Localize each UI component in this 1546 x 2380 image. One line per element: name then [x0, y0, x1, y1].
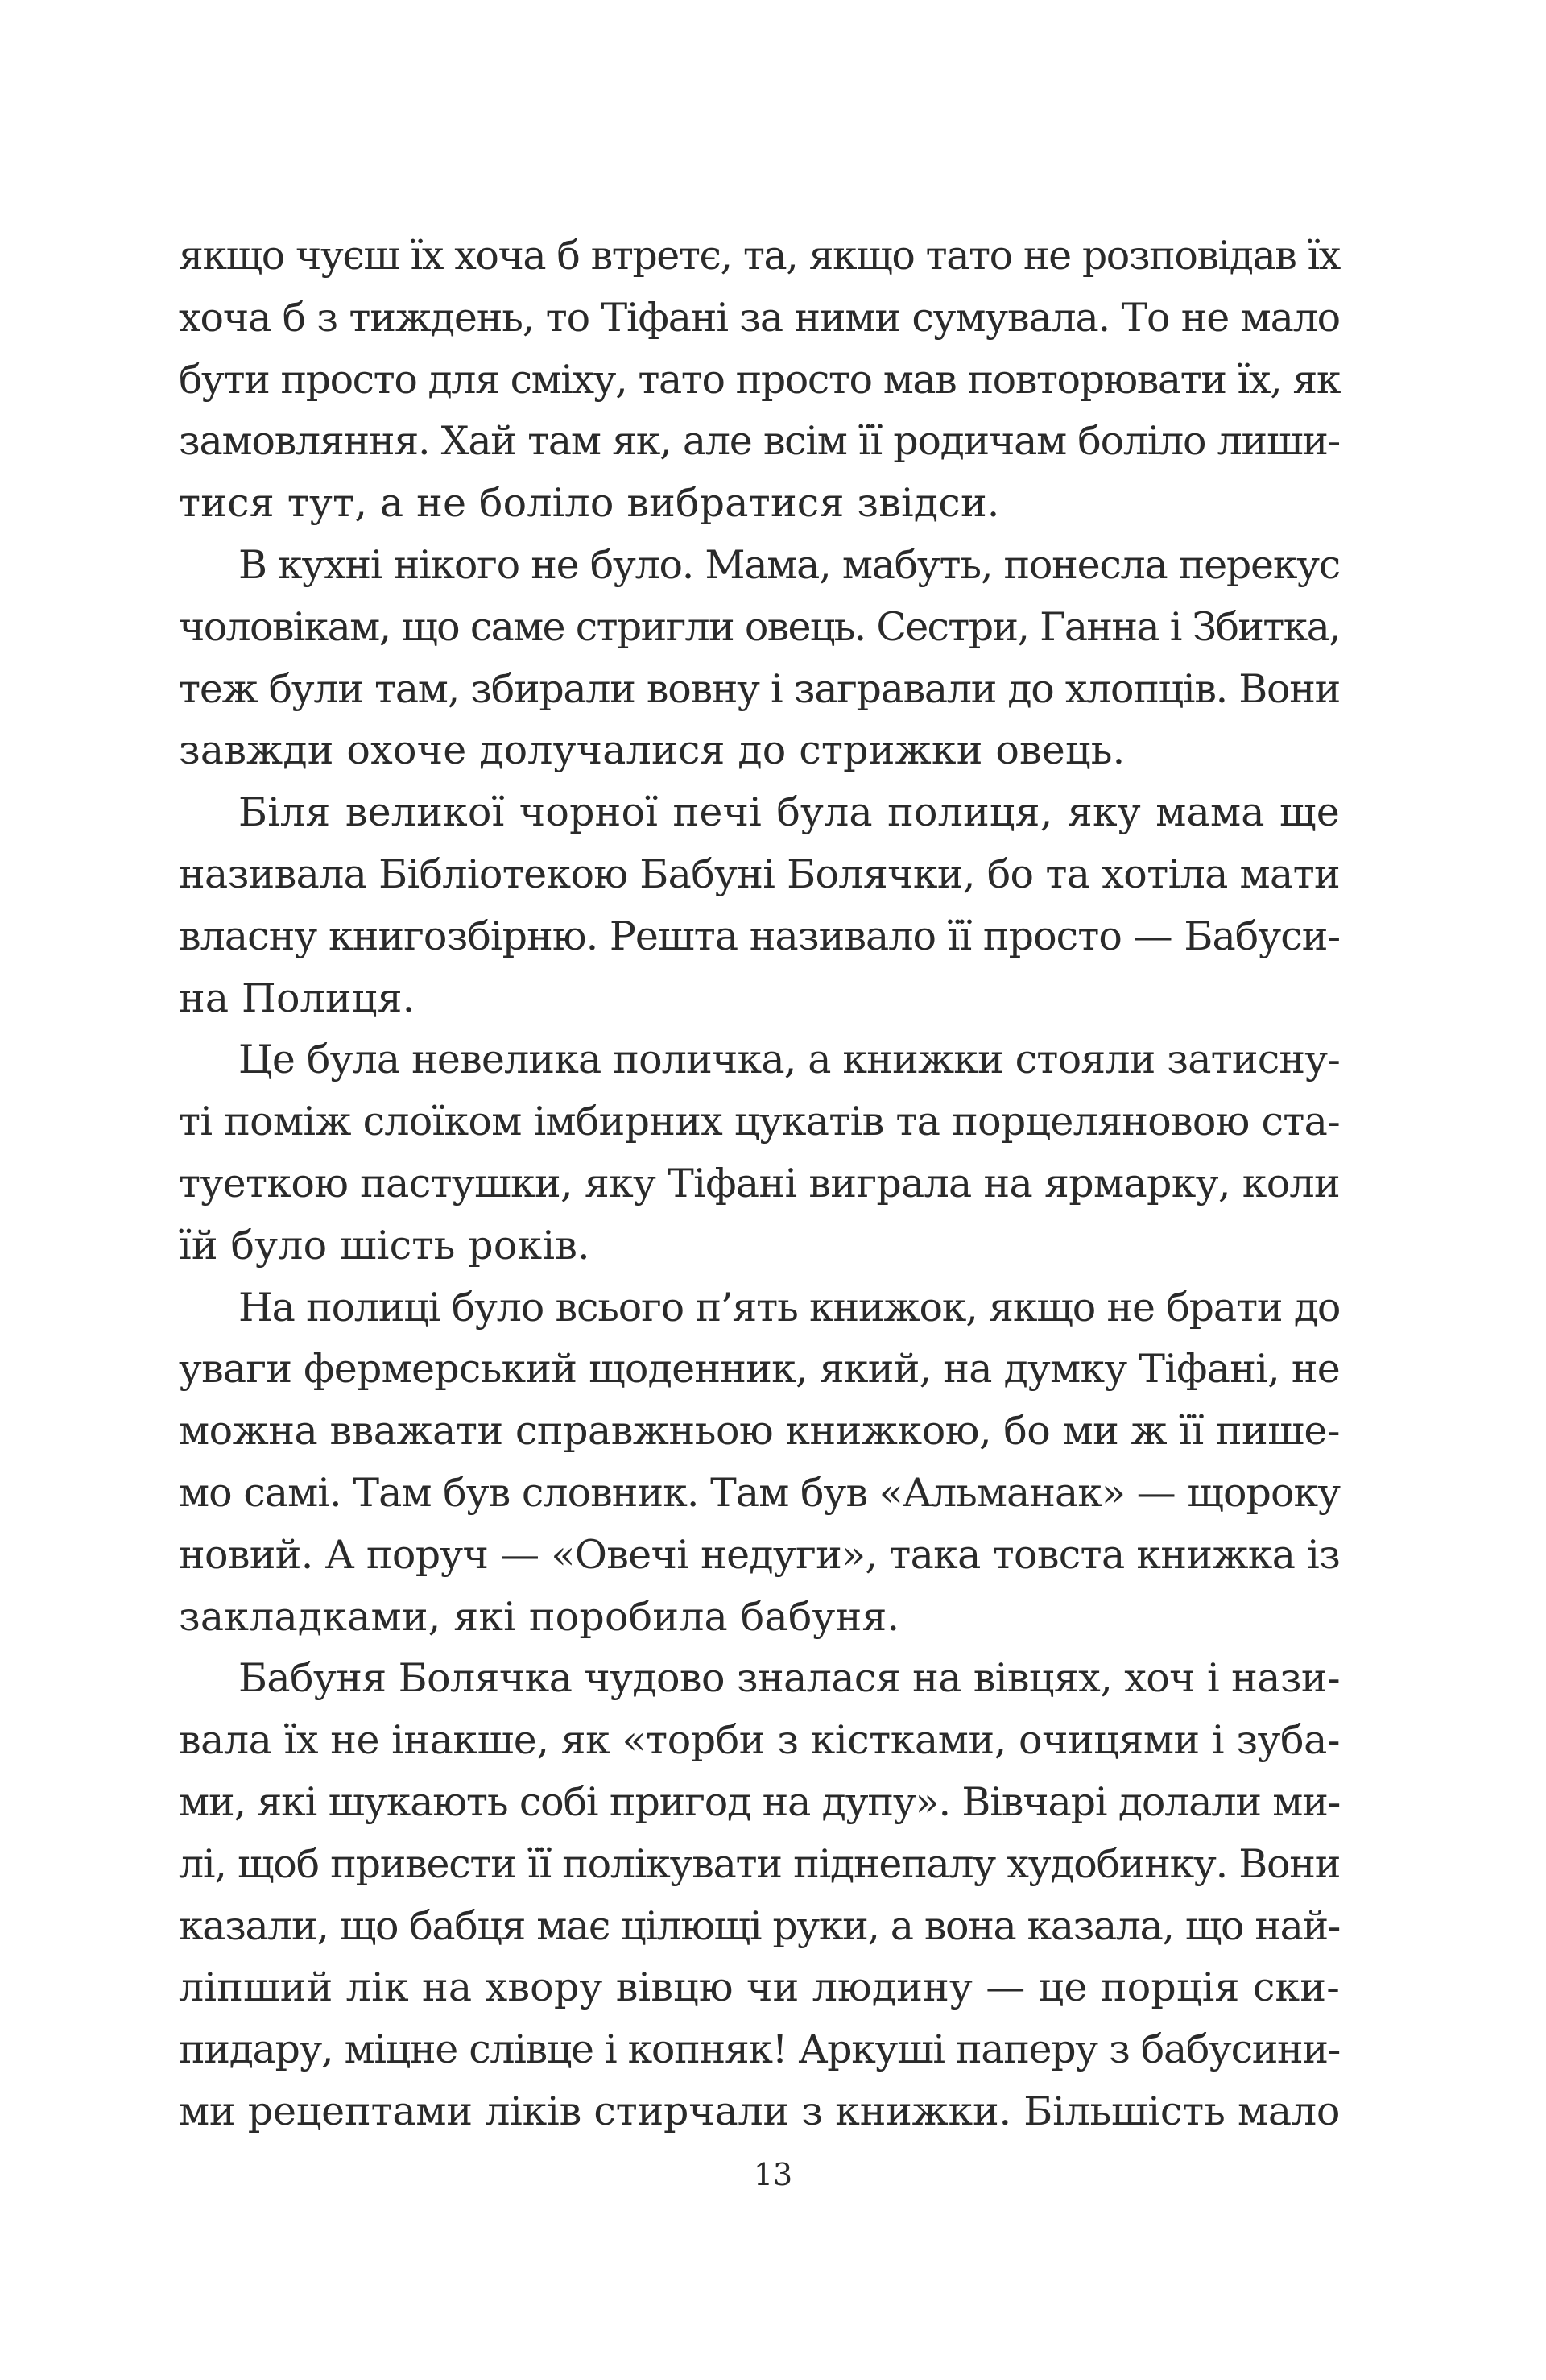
text-line: їй було шість років. [179, 1222, 590, 1269]
body-text [179, 226, 1340, 2143]
text-line: власну книгозбірню. Решта називало її просто — Бабуси- [179, 913, 1341, 959]
text-line: завжди охоче долучалися до стрижки овець. [179, 727, 1126, 774]
text-line: Біля великої чорної печі була полиця, яку мама ще [238, 789, 1340, 836]
text-line: закладками, які поробила бабуня. [179, 1593, 900, 1640]
text-line: називала Бібліотекою Бабуні Болячки, бо та хотіла мати [179, 851, 1341, 897]
page-number: 13 [753, 2157, 793, 2192]
text-line: чоловікам, що саме стригли овець. Сестри, Ганна і Збитка, [179, 603, 1341, 650]
text-line: ми рецептами ліків стирчали з книжки. Більшість мало [179, 2088, 1341, 2134]
text-line: замовляння. Хай там як, але всім її родичам боліло лиши- [179, 418, 1340, 465]
text-line: пидару, міцне слівце і копняк! Аркуші паперу з бабусини- [179, 2026, 1340, 2073]
text-line: тися тут, а не боліло вибратися звідси. [179, 480, 1000, 527]
text-line: на Полиця. [179, 975, 415, 1021]
text-line: казали, що бабця має цілющі руки, а вона казала, що най- [179, 1902, 1340, 1949]
text-line: новий. А поруч — «Овечі недуги», така товста книжка із [179, 1531, 1341, 1578]
text-line: В кухні нікого не було. Мама, мабуть, понесла перекус [238, 541, 1340, 588]
text-line: Бабуня Болячка чудово зналася на вівцях, хоч і нази- [238, 1655, 1340, 1702]
text-line: уваги фермерський щоденник, який, на думку Тіфані, не [179, 1346, 1340, 1393]
text-line: лі, щоб привести її полікувати піднепалу худобинку. Вони [179, 1840, 1341, 1887]
text-line: туеткою пастушки, яку Тіфані виграла на ярмарку, коли [179, 1160, 1340, 1207]
text-line: якщо чуєш їх хоча б втретє, та, якщо тато не розповідав їх [179, 233, 1340, 279]
text-line: Це була невелика поличка, а книжки стояли затисну- [238, 1037, 1341, 1083]
text-line: хоча б з тиждень, то Тіфані за ними сумувала. То не мало [179, 294, 1341, 341]
text-line: мо самі. Там був словник. Там був «Альманак» — щороку [179, 1469, 1341, 1516]
text-line: вала їх не інакше, як «торби з кістками, очицями і зуба- [179, 1717, 1340, 1764]
text-line: можна вважати справжньою книжкою, бо ми ж її пише- [179, 1408, 1340, 1455]
text-line: теж були там, збирали вовну і загравали до хлопців. Вони [179, 665, 1340, 712]
text-line: ліпший лік на хвору вівцю чи людину — це порція ски- [179, 1964, 1340, 2011]
text-line: ми, які шукають собі пригод на дупу». Вівчарі долали ми- [179, 1778, 1341, 1825]
text-line: На полиці було всього п’ять книжок, якщо не брати до [238, 1284, 1341, 1331]
text-line: ті поміж слоїком імбирних цукатів та порцеляновою ста- [179, 1099, 1340, 1145]
text-line: бути просто для сміху, тато просто мав повторювати їх, як [179, 356, 1341, 403]
